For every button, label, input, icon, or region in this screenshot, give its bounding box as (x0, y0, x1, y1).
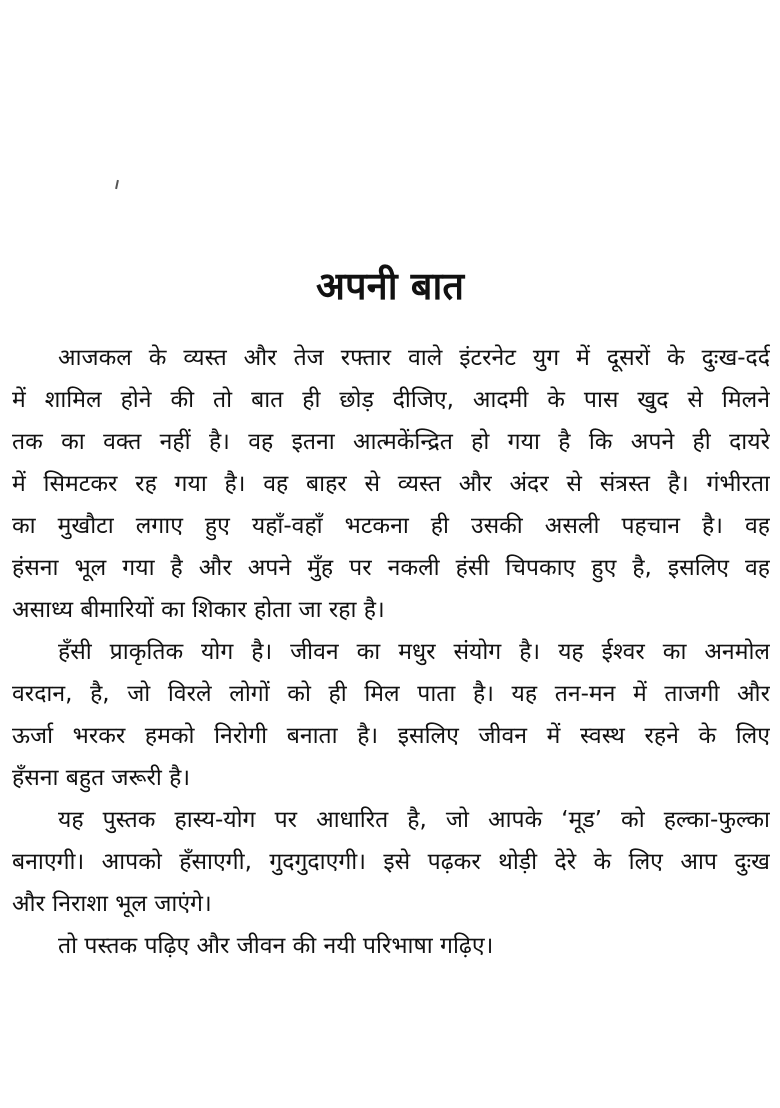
text-line: असाध्य बीमारियों का शिकार होता जा रहा है। (12, 597, 385, 623)
text-line: तो पस्तक पढ़िए और जीवन की नयी परिभाषा गढ़िए। (58, 933, 494, 959)
body-text (12, 337, 770, 967)
page-title: अपनी बात (316, 264, 464, 308)
paragraph-3 (12, 799, 770, 925)
text-line: में शामिल होने की तो बात ही छोड़ दीजिए, आदमी के पास खुद से मिलने (12, 387, 770, 413)
print-speck (115, 180, 119, 189)
text-line: का मुखौटा लगाए हुए यहाँ-वहाँ भटकना ही उसकी असली पहचान है। वह (12, 513, 770, 539)
text-line: बनाएगी। आपको हँसाएगी, गुदगुदाएगी। इसे पढ़कर थोड़ी देरे के लिए आप दुःख (12, 849, 770, 875)
text-line: ऊर्जा भरकर हमको निरोगी बनाता है। इसलिए जीवन में स्वस्थ रहने के लिए (12, 723, 770, 749)
text-line: हँसना बहुत जरूरी है। (12, 765, 191, 791)
text-line: और निराशा भूल जाएंगे। (12, 891, 212, 917)
text-line: वरदान, है, जो विरले लोगों को ही मिल पाता है। यह तन-मन में ताजगी और (12, 681, 770, 707)
paragraph-1 (12, 337, 770, 631)
text-line: आजकल के व्यस्त और तेज रफ्तार वाले इंटरनेट युग में दूसरों के दुःख-दर्द (58, 345, 770, 371)
text-line: तक का वक्त नहीं है। वह इतना आत्मकेंन्द्रित हो गया है कि अपने ही दायरे (12, 429, 770, 455)
text-line: हँसी प्राकृतिक योग है। जीवन का मधुर संयोग है। यह ईश्वर का अनमोल (58, 639, 770, 665)
text-line: यह पुस्तक हास्य-योग पर आधारित है, जो आपके ‘मूड’ को हल्का-फुल्का (58, 807, 770, 833)
text-line: में सिमटकर रह गया है। वह बाहर से व्यस्त और अंदर से संत्रस्त है। गंभीरता (12, 471, 770, 497)
text-line: हंसना भूल गया है और अपने मुँह पर नकली हंसी चिपकाए हुए है, इसलिए वह (12, 555, 770, 581)
paragraph-2 (12, 631, 770, 799)
paragraph-4 (12, 925, 770, 967)
